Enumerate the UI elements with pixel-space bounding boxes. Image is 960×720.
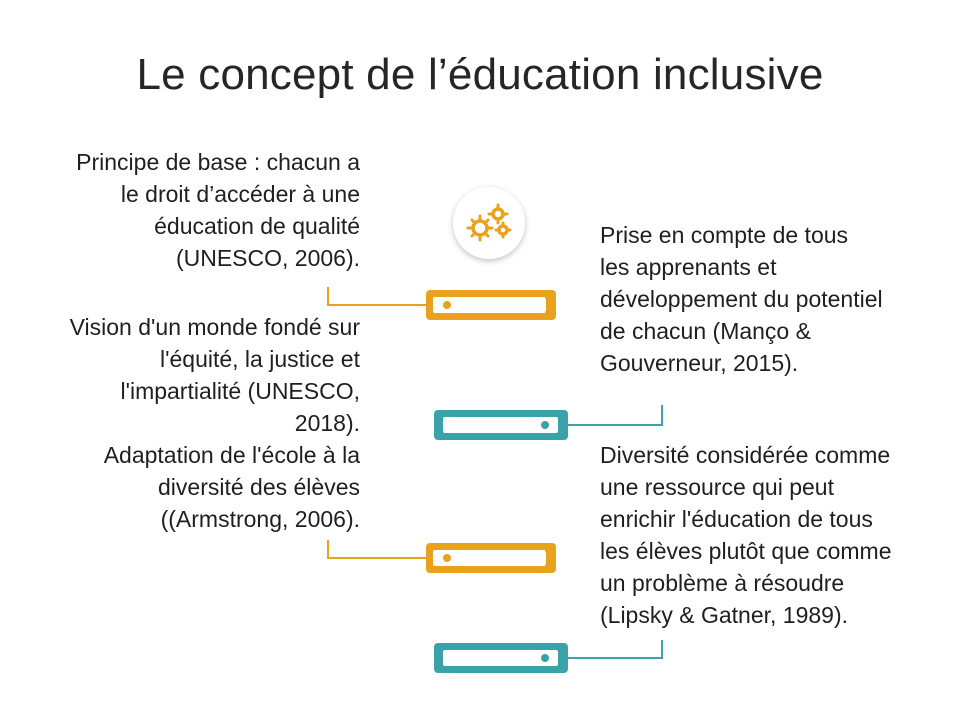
text-line: un problème à résoudre bbox=[600, 570, 845, 596]
text-line: (Lipsky & Gatner, 1989). bbox=[600, 602, 849, 628]
text-line: Vision d'un monde fondé sur bbox=[69, 314, 360, 340]
item-4-text bbox=[600, 439, 955, 631]
text-line: 2018). bbox=[294, 410, 360, 436]
text-line: développement du potentiel bbox=[600, 286, 883, 312]
text-line: Gouverneur, 2015). bbox=[600, 350, 799, 376]
text-line: éducation de qualité bbox=[154, 213, 360, 239]
item-2-text bbox=[600, 219, 950, 379]
text-line: l'équité, la justice et bbox=[159, 346, 360, 372]
text-line: ((Armstrong, 2006). bbox=[160, 506, 360, 532]
text-line: Principe de base : chacun a bbox=[76, 149, 360, 175]
text-line: l'impartialité (UNESCO, bbox=[120, 378, 360, 404]
text-line: une ressource qui peut bbox=[600, 474, 834, 500]
timeline-marker-2 bbox=[434, 405, 662, 440]
text-line: enrichir l'éducation de tous bbox=[600, 506, 873, 532]
page-title: Le concept de l’éducation inclusive bbox=[136, 50, 824, 99]
text-line: de chacun (Manço & bbox=[600, 318, 811, 344]
timeline-marker-1 bbox=[328, 287, 556, 320]
text-line: diversité des élèves bbox=[158, 474, 360, 500]
text-line: Adaptation de l'école à la bbox=[103, 442, 360, 468]
timeline-marker-3 bbox=[328, 540, 556, 573]
text-line: (UNESCO, 2006). bbox=[175, 245, 360, 271]
item-1-text bbox=[10, 146, 360, 274]
item-3-text bbox=[10, 311, 360, 535]
gears-icon bbox=[453, 187, 525, 259]
text-line: les apprenants et bbox=[600, 254, 777, 280]
text-line: Prise en compte de tous bbox=[600, 222, 849, 248]
text-line: les élèves plutôt que comme bbox=[600, 538, 892, 564]
text-line: Diversité considérée comme bbox=[600, 442, 891, 468]
text-line: le droit d’accéder à une bbox=[120, 181, 360, 207]
timeline-marker-4 bbox=[434, 640, 662, 673]
